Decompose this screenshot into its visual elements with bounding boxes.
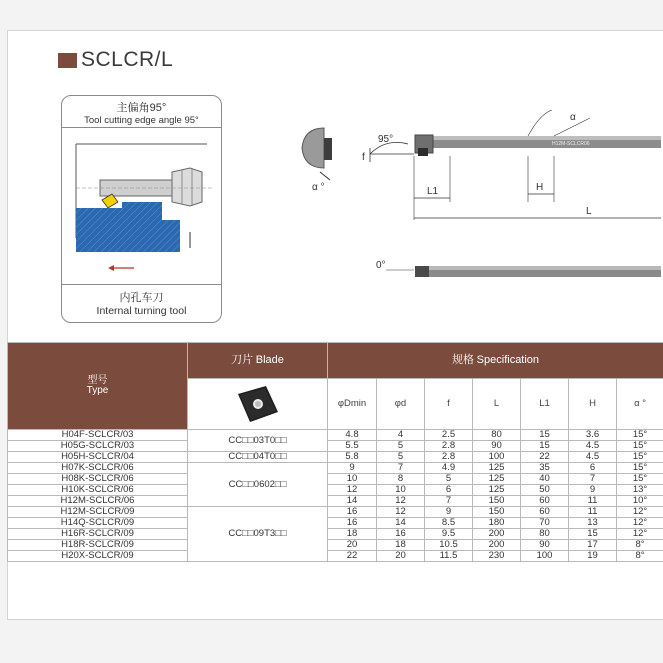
cell-a: 15° xyxy=(617,463,663,474)
col-d: φd xyxy=(377,379,425,430)
angle-box-header xyxy=(62,96,221,126)
angle-title-en: Tool cutting edge angle 95° xyxy=(84,115,199,126)
cell-d: 5 xyxy=(377,441,425,452)
blade-header xyxy=(188,343,328,379)
cell-dmin: 16 xyxy=(328,507,377,518)
cell-L1: 80 xyxy=(521,529,569,540)
blade-cell: CC□□04T0□□ xyxy=(188,452,328,463)
workpiece-shape xyxy=(76,202,180,252)
cell-f: 6 xyxy=(425,485,473,496)
blade-cell: CC□□0602□□ xyxy=(188,463,328,507)
blade-cell: CC□□03T0□□ xyxy=(188,430,328,452)
cell-L: 200 xyxy=(473,540,521,551)
a-label: α xyxy=(570,112,576,123)
table-row xyxy=(8,551,663,562)
table-row xyxy=(8,507,663,518)
cell-L1: 100 xyxy=(521,551,569,562)
cell-dmin: 5.5 xyxy=(328,441,377,452)
alpha-label: α ° xyxy=(312,182,325,193)
l1-label: L1 xyxy=(427,186,439,197)
blade-header-en: Blade xyxy=(255,354,284,367)
angle-title-cn: 主偏角95° xyxy=(116,102,167,114)
type-header xyxy=(8,343,188,430)
cell-dmin: 10 xyxy=(328,474,377,485)
cell-L: 90 xyxy=(473,441,521,452)
cell-H: 6 xyxy=(569,463,617,474)
cell-L1: 15 xyxy=(521,441,569,452)
spec-header-en: Specification xyxy=(476,354,540,367)
type-cell: H08K-SCLCR/06 xyxy=(8,474,188,485)
table-row xyxy=(8,485,663,496)
title-text: SCLCR/L xyxy=(81,48,174,71)
cell-L: 230 xyxy=(473,551,521,562)
cell-f: 2.5 xyxy=(425,430,473,441)
cell-a: 15° xyxy=(617,430,663,441)
shank-engraving: H12M-SCLCR06 xyxy=(552,141,590,147)
type-cell: H05H-SCLCR/04 xyxy=(8,452,188,463)
col-dmin: φDmin xyxy=(328,379,377,430)
cell-H: 4.5 xyxy=(569,441,617,452)
cell-d: 20 xyxy=(377,551,425,562)
cell-dmin: 14 xyxy=(328,496,377,507)
cell-d: 18 xyxy=(377,540,425,551)
cell-dmin: 16 xyxy=(328,518,377,529)
cell-H: 11 xyxy=(569,507,617,518)
title-swatch xyxy=(58,53,77,68)
cell-dmin: 12 xyxy=(328,485,377,496)
table-row xyxy=(8,529,663,540)
cell-dmin: 22 xyxy=(328,551,377,562)
table-row xyxy=(8,474,663,485)
f-label: f xyxy=(362,152,365,163)
type-cell: H12M-SCLCR/06 xyxy=(8,496,188,507)
cell-d: 5 xyxy=(377,452,425,463)
cell-d: 14 xyxy=(377,518,425,529)
col-H: H xyxy=(569,379,617,430)
type-cell: H20X-SCLCR/09 xyxy=(8,551,188,562)
angle-box-footer xyxy=(62,289,221,317)
cell-d: 16 xyxy=(377,529,425,540)
cell-f: 5 xyxy=(425,474,473,485)
cell-H: 4.5 xyxy=(569,452,617,463)
table-row xyxy=(8,540,663,551)
h-label: H xyxy=(536,182,544,193)
cutting-angle-box xyxy=(61,95,222,323)
cell-f: 8.5 xyxy=(425,518,473,529)
internal-turning-illustration xyxy=(62,128,221,285)
cell-H: 13 xyxy=(569,518,617,529)
cell-H: 19 xyxy=(569,551,617,562)
cell-f: 4.9 xyxy=(425,463,473,474)
table-row xyxy=(8,452,663,463)
cell-L: 125 xyxy=(473,474,521,485)
spec-table xyxy=(7,342,663,562)
cell-L1: 50 xyxy=(521,485,569,496)
cell-a: 15° xyxy=(617,441,663,452)
tool-dimension-drawing xyxy=(290,110,663,292)
blade-cell: CC□□09T3□□ xyxy=(188,507,328,562)
cell-a: 8° xyxy=(617,540,663,551)
cell-d: 10 xyxy=(377,485,425,496)
cell-dmin: 9 xyxy=(328,463,377,474)
cell-L1: 60 xyxy=(521,496,569,507)
table-row xyxy=(8,463,663,474)
cell-f: 10.5 xyxy=(425,540,473,551)
cell-L: 100 xyxy=(473,452,521,463)
type-header-en: Type xyxy=(86,385,109,396)
cell-L1: 15 xyxy=(521,430,569,441)
cell-f: 2.8 xyxy=(425,452,473,463)
type-cell: H18R-SCLCR/09 xyxy=(8,540,188,551)
type-cell: H14Q-SCLCR/09 xyxy=(8,518,188,529)
col-alpha: α ° xyxy=(617,379,663,430)
cell-dmin: 20 xyxy=(328,540,377,551)
insert-icon xyxy=(418,148,428,156)
cell-L: 125 xyxy=(473,463,521,474)
cell-L1: 90 xyxy=(521,540,569,551)
cell-a: 8° xyxy=(617,551,663,562)
cell-d: 7 xyxy=(377,463,425,474)
table-row xyxy=(8,441,663,452)
cell-H: 3.6 xyxy=(569,430,617,441)
cell-H: 9 xyxy=(569,485,617,496)
col-L: L xyxy=(473,379,521,430)
cell-d: 12 xyxy=(377,507,425,518)
zero-angle-label: 0° xyxy=(376,260,386,271)
cell-f: 9.5 xyxy=(425,529,473,540)
cell-f: 7 xyxy=(425,496,473,507)
type-cell: H05G-SCLCR/03 xyxy=(8,441,188,452)
cell-a: 15° xyxy=(617,474,663,485)
cell-dmin: 4.8 xyxy=(328,430,377,441)
spec-header-cn: 规格 xyxy=(452,354,475,367)
cell-dmin: 18 xyxy=(328,529,377,540)
type-cell: H10K-SCLCR/06 xyxy=(8,485,188,496)
table-row xyxy=(8,430,663,441)
col-L1: L1 xyxy=(521,379,569,430)
blade-header-cn: 刀片 xyxy=(231,354,254,367)
angle-95-label: 95° xyxy=(378,134,394,145)
cell-L: 180 xyxy=(473,518,521,529)
cell-L1: 60 xyxy=(521,507,569,518)
tool-head xyxy=(172,168,202,206)
end-view-shape xyxy=(302,128,324,168)
cell-f: 11.5 xyxy=(425,551,473,562)
cell-a: 10° xyxy=(617,496,663,507)
cell-a: 15° xyxy=(617,452,663,463)
type-cell: H07K-SCLCR/06 xyxy=(8,463,188,474)
cell-L1: 40 xyxy=(521,474,569,485)
cell-d: 8 xyxy=(377,474,425,485)
cell-H: 7 xyxy=(569,474,617,485)
type-header-cn: 型号 xyxy=(87,375,108,386)
type-cell: H16R-SCLCR/09 xyxy=(8,529,188,540)
cell-d: 4 xyxy=(377,430,425,441)
cell-f: 2.8 xyxy=(425,441,473,452)
cell-f: 9 xyxy=(425,507,473,518)
cell-L1: 35 xyxy=(521,463,569,474)
table-row xyxy=(8,496,663,507)
type-cell: H04F-SCLCR/03 xyxy=(8,430,188,441)
divider xyxy=(62,284,221,285)
l-label: L xyxy=(586,206,592,217)
cell-d: 12 xyxy=(377,496,425,507)
cell-L: 200 xyxy=(473,529,521,540)
col-f: f xyxy=(425,379,473,430)
spec-header xyxy=(328,343,663,379)
cell-L: 150 xyxy=(473,496,521,507)
blade-insert-icon xyxy=(236,384,280,424)
cell-L1: 22 xyxy=(521,452,569,463)
type-cell: H12M-SCLCR/09 xyxy=(8,507,188,518)
cell-a: 12° xyxy=(617,518,663,529)
page-title xyxy=(58,48,173,72)
cell-a: 12° xyxy=(617,507,663,518)
cell-L1: 70 xyxy=(521,518,569,529)
cell-dmin: 5.8 xyxy=(328,452,377,463)
cell-L: 125 xyxy=(473,485,521,496)
cell-L: 150 xyxy=(473,507,521,518)
cell-H: 15 xyxy=(569,529,617,540)
cell-a: 13° xyxy=(617,485,663,496)
blade-image-cell xyxy=(188,379,328,430)
table-row xyxy=(8,518,663,529)
cell-H: 17 xyxy=(569,540,617,551)
cell-a: 12° xyxy=(617,529,663,540)
cell-H: 11 xyxy=(569,496,617,507)
caption-cn: 内孔车刀 xyxy=(119,292,164,304)
caption-en: Internal turning tool xyxy=(96,305,187,317)
cell-L: 80 xyxy=(473,430,521,441)
